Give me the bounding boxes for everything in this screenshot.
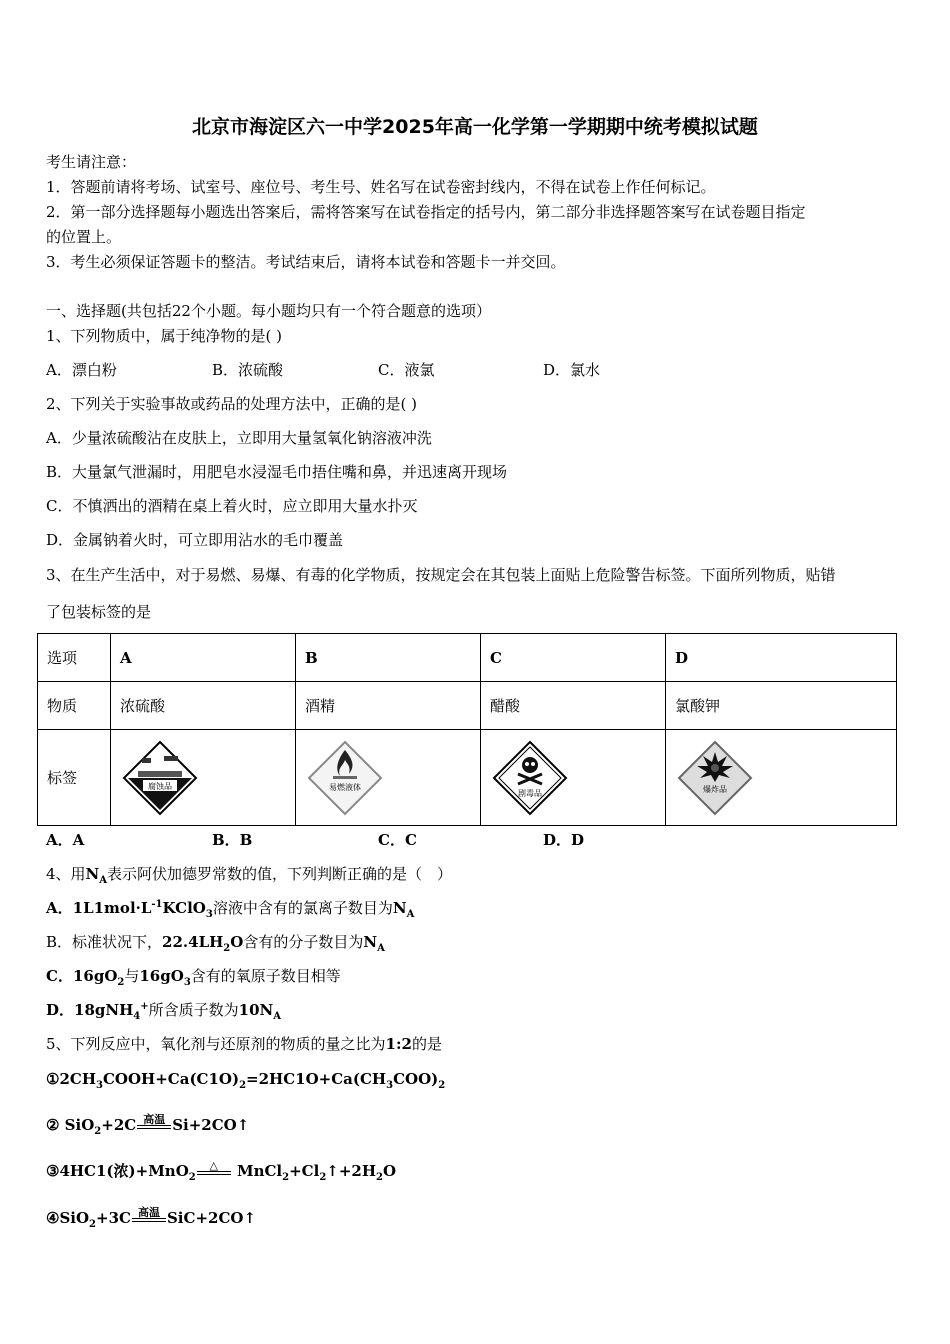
q2-option-d: D．金属钠着火时，可立即用沾水的毛巾覆盖 <box>46 531 344 549</box>
r1-part: =2HC1O+Ca(CH <box>246 1070 387 1088</box>
q2-option-a: A．少量浓硫酸沾在皮肤上，立即用大量氢氧化钠溶液冲洗 <box>46 429 432 447</box>
q5-reaction-3 <box>46 1161 396 1181</box>
q1-option-c: C．液氯 <box>378 361 435 379</box>
q5-reaction-4 <box>46 1208 256 1228</box>
q4-c-formula-2: 16gO <box>139 967 184 985</box>
table-cell: B <box>296 634 481 682</box>
explosive-sign-label: 爆炸品 <box>703 784 727 794</box>
q1-stem: 1、下列物质中，属于纯净物的是( ) <box>46 327 283 345</box>
r3-part: MnCl <box>231 1162 283 1180</box>
table-cell: 氯酸钾 <box>666 682 897 730</box>
q3-option-a: A．A <box>46 831 85 849</box>
q4-a-formula-2: KClO <box>162 899 206 917</box>
reaction-condition <box>197 1159 231 1181</box>
table-cell <box>296 730 481 826</box>
q4-b-end: N <box>363 933 378 951</box>
q4-c-prefix: C． <box>46 967 73 985</box>
notice-item-2-cont: 的位置上。 <box>46 228 122 246</box>
q4-option-d <box>46 1000 281 1020</box>
q3-option-c: C．C <box>378 831 417 849</box>
notice-item-2: 2．第一部分选择题每小题选出答案后，需将答案写在试卷指定的括号内，第二部分非选择题答案写在试卷题目指定 <box>46 203 806 221</box>
hazard-label-table <box>37 633 897 826</box>
r3-sub: 2 <box>282 1172 290 1183</box>
notice-heading: 考生请注意： <box>46 153 137 171</box>
q3-stem-cont: 了包装标签的是 <box>46 603 152 621</box>
section-heading: 一、选择题(共包括22个小题。每小题均只有一个符合题意的选项） <box>46 302 491 320</box>
r3-part: O <box>383 1162 397 1180</box>
q3-option-d: D．D <box>543 831 585 849</box>
q4-a-formula: 1L1mol·L <box>72 899 152 917</box>
q4-a-text: 溶液中含有的氯离子数目为 <box>212 899 393 917</box>
q4-option-b <box>46 932 385 952</box>
r2-sub: 2 <box>94 1126 102 1137</box>
q1-option-a: A．漂白粉 <box>46 361 117 379</box>
q4-c-subscript-2: 3 <box>183 977 191 988</box>
table-cell <box>666 730 897 826</box>
r3-sub: 2 <box>376 1172 383 1183</box>
r1-sub: 2 <box>239 1080 247 1091</box>
q4-b-text: 含有的分子数目为 <box>243 933 364 951</box>
toxic-sign-label: 剧毒品 <box>518 788 542 798</box>
q4-b-formula: 22.4LH <box>162 933 224 951</box>
q5-stem <box>46 1034 442 1054</box>
q4-d-prefix: D． <box>46 1001 75 1019</box>
q4-b-end-subscript: A <box>377 943 385 954</box>
table-cell: 物质 <box>38 682 111 730</box>
table-cell <box>111 730 296 826</box>
q4-c-subscript: 2 <box>117 977 125 988</box>
q4-stem-text: 表示阿伏加德罗常数的值，下列判断正确的是（ ） <box>107 865 453 883</box>
r1-part: COO) <box>393 1070 439 1088</box>
table-row <box>38 682 897 730</box>
table-cell: D <box>666 634 897 682</box>
q4-option-c <box>46 966 341 986</box>
q4-a-superscript: -1 <box>151 899 163 910</box>
q3-option-b: B．B <box>212 831 253 849</box>
q2-option-b: B．大量氯气泄漏时，用肥皂水浸湿毛巾捂住嘴和鼻，并迅速离开现场 <box>46 463 508 481</box>
table-cell: 选项 <box>38 634 111 682</box>
q1-option-b: B．浓硫酸 <box>212 361 284 379</box>
table-row <box>38 730 897 826</box>
q4-stem-subscript: A <box>99 875 108 886</box>
r1-part: ①2CH <box>46 1070 96 1088</box>
r3-part: ↑+2H <box>326 1162 377 1180</box>
q4-a-end: N <box>392 899 407 917</box>
q2-option-c: C．不慎洒出的酒精在桌上着火时，应立即用大量水扑灭 <box>46 497 418 515</box>
r1-sub: 2 <box>438 1080 446 1091</box>
table-cell: 浓硫酸 <box>111 682 296 730</box>
q4-b-formula-2: O <box>230 933 244 951</box>
q5-reaction-2 <box>46 1115 249 1135</box>
q4-stem-symbol: N <box>85 865 100 883</box>
q4-d-end: 10N <box>238 1001 274 1019</box>
table-cell: 酒精 <box>296 682 481 730</box>
page-title: 北京市海淀区六一中学2025年高一化学第一学期期中统考模拟试题 <box>192 116 758 138</box>
reaction-condition-text: 高温 <box>143 1113 166 1126</box>
r3-part: +Cl <box>289 1162 320 1180</box>
table-cell <box>481 730 666 826</box>
r2-part: ② SiO <box>46 1116 95 1134</box>
q4-stem <box>46 864 452 884</box>
notice-item-3: 3．考生必须保证答题卡的整洁。考试结束后，请将本试卷和答题卡一并交回。 <box>46 253 566 271</box>
table-cell: C <box>481 634 666 682</box>
r4-part: +3C <box>96 1209 131 1227</box>
r1-sub: 3 <box>386 1080 394 1091</box>
r4-sub: 2 <box>89 1219 97 1230</box>
q4-b-subscript: 2 <box>223 943 231 954</box>
r3-part: ③4HC1(浓)+MnO <box>46 1162 189 1180</box>
r3-sub: 2 <box>319 1172 327 1183</box>
notice-item-1: 1．答题前请将考场、试室号、座位号、考生号、姓名写在试卷密封线内，不得在试卷上作任何标记。 <box>46 178 716 196</box>
r1-sub: 3 <box>96 1080 103 1091</box>
q4-a-end-subscript: A <box>406 909 415 920</box>
q4-b-prefix: B．标准状况下， <box>46 933 163 951</box>
q5-stem-text: 的是 <box>411 1035 442 1053</box>
corrosive-sign-icon <box>120 738 200 818</box>
flammable-sign-label: 易燃液体 <box>329 782 361 792</box>
table-cell: A <box>111 634 296 682</box>
table-cell: 标签 <box>38 730 111 826</box>
q5-reaction-1 <box>46 1069 445 1089</box>
r3-sub: 2 <box>188 1172 196 1183</box>
r2-part: +2C <box>101 1116 137 1134</box>
table-row <box>38 634 897 682</box>
q1-option-d: D．氯水 <box>543 361 601 379</box>
reaction-condition-text: △ <box>209 1159 218 1172</box>
q4-stem-prefix: 4、用 <box>46 865 86 883</box>
flammable-sign-icon <box>305 738 385 818</box>
reaction-condition-text: 高温 <box>137 1206 160 1219</box>
q4-c-formula: 16gO <box>72 967 118 985</box>
corrosive-sign-label: 腐蚀品 <box>148 781 172 791</box>
q5-stem-ratio: 1:2 <box>385 1035 412 1053</box>
q4-option-a <box>46 898 414 918</box>
q4-c-text: 与 <box>124 967 140 985</box>
q4-c-text-2: 含有的氧原子数目相等 <box>190 967 341 985</box>
q4-a-prefix: A． <box>46 899 73 917</box>
q4-d-superscript: + <box>140 1001 149 1012</box>
q2-stem: 2、下列关于实验事故或药品的处理方法中，正确的是( ) <box>46 395 418 413</box>
q4-d-subscript: 4 <box>133 1011 141 1022</box>
r4-part: ④SiO <box>46 1209 90 1227</box>
q4-a-subscript: 3 <box>205 909 213 920</box>
r1-part: COOH+Ca(C1O) <box>102 1070 240 1088</box>
reaction-condition <box>137 1113 171 1135</box>
toxic-sign-icon <box>490 738 570 818</box>
reaction-condition <box>132 1206 166 1228</box>
q3-stem: 3、在生产生活中，对于易燃、易爆、有毒的化学物质，按规定会在其包装上面贴上危险警告标签。下面所列物质，贴错 <box>46 566 836 584</box>
q5-stem-prefix: 5、下列反应中，氧化剂与还原剂的物质的量之比为 <box>46 1035 386 1053</box>
r2-part: Si+2CO↑ <box>172 1116 250 1134</box>
explosive-sign-icon <box>675 738 755 818</box>
q4-d-formula: 18gNH <box>74 1001 134 1019</box>
table-cell: 醋酸 <box>481 682 666 730</box>
r4-part: SiC+2CO↑ <box>166 1209 257 1227</box>
q4-d-end-subscript: A <box>273 1011 281 1022</box>
q4-d-text: 所含质子数为 <box>148 1001 239 1019</box>
